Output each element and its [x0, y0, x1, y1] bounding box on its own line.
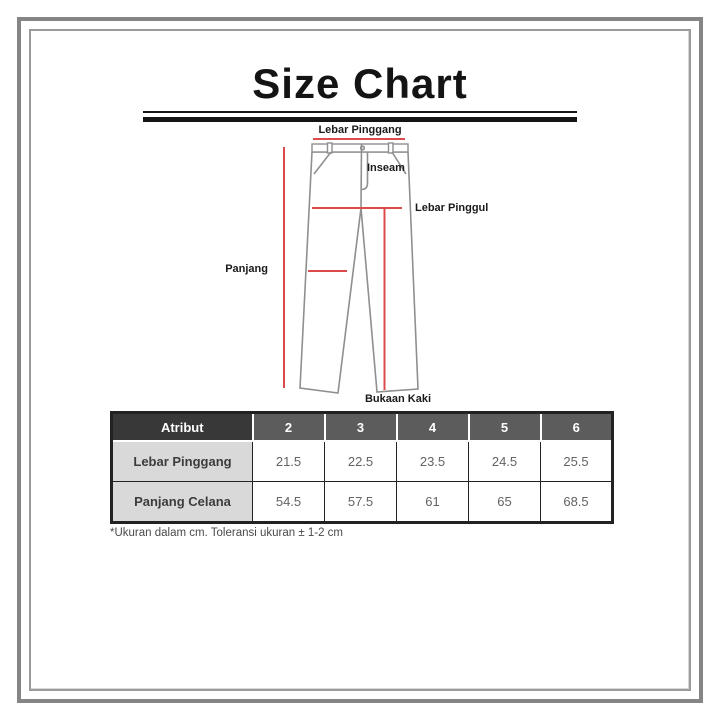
- label-hip: Lebar Pinggul: [415, 202, 489, 214]
- title-rule-thick: [143, 117, 577, 122]
- table-header-row: [112, 413, 613, 442]
- table-row-waist: [112, 441, 613, 482]
- header-cell-size-2: 2: [253, 413, 325, 442]
- value-cell: 61: [397, 482, 469, 523]
- title-rule-thin: [143, 111, 577, 113]
- value-cell: 57.5: [325, 482, 397, 523]
- footnote: *Ukuran dalam cm. Toleransi ukuran ± 1-2 cm: [110, 527, 343, 539]
- row-label-cell: Lebar Pinggang: [112, 441, 253, 482]
- table-row-length: [112, 482, 613, 523]
- header-cell-size-5: 5: [469, 413, 541, 442]
- value-cell: 21.5: [253, 441, 325, 482]
- label-inseam: Inseam: [367, 162, 405, 174]
- value-cell: 54.5: [253, 482, 325, 523]
- label-leg-opening: Bukaan Kaki: [364, 393, 432, 405]
- value-cell: 65: [469, 482, 541, 523]
- value-cell: 22.5: [325, 441, 397, 482]
- label-waist: Lebar Pinggang: [318, 124, 402, 136]
- value-cell: 68.5: [541, 482, 613, 523]
- value-cell: 25.5: [541, 441, 613, 482]
- page-title: Size Chart: [252, 60, 468, 107]
- header-cell-size-3: 3: [325, 413, 397, 442]
- value-cell: 24.5: [469, 441, 541, 482]
- size-table: [110, 411, 614, 524]
- header-cell-size-4: 4: [397, 413, 469, 442]
- header-cell-attribute: Atribut: [112, 413, 253, 442]
- row-label-cell: Panjang Celana: [112, 482, 253, 523]
- value-cell: 23.5: [397, 441, 469, 482]
- label-length: Panjang: [225, 263, 268, 275]
- header-cell-size-6: 6: [541, 413, 613, 442]
